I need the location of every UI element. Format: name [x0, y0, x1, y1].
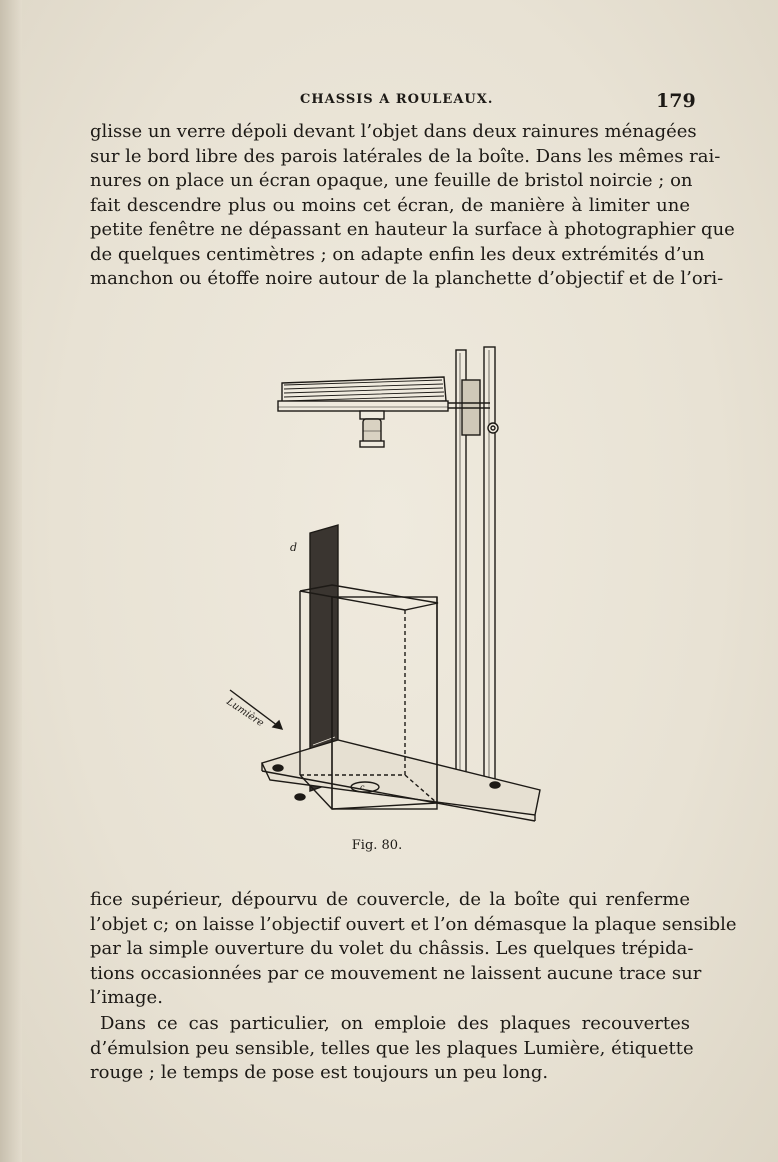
text-line: l’image. — [90, 987, 163, 1008]
page-gutter-shadow — [0, 0, 22, 1162]
figure-label-c: c — [360, 783, 365, 792]
figure-caption: Fig. 80. — [351, 838, 403, 853]
text-line: l’objet c; on laisse l’objectif ouvert et l’on démasque la plaque sensible — [90, 913, 737, 935]
paragraph-top — [90, 120, 735, 292]
page-number: 179 — [656, 90, 696, 112]
text-line: petite fenêtre ne dépassant en hauteur la surface à photographier que — [90, 219, 735, 240]
text-line: d’émulsion peu sensible, telles que les plaques Lumière, étiquette — [90, 1037, 694, 1059]
text-line: fice supérieur, dépourvu de couvercle, de la boîte qui renferme — [90, 889, 690, 910]
figure-label-d: d — [290, 541, 298, 554]
text-line: glisse un verre dépoli devant l’objet dans deux rainures ménagées — [90, 121, 697, 142]
running-title: CHASSIS A ROULEAUX. — [300, 92, 494, 107]
paragraph-final — [90, 1012, 694, 1086]
text-line: rouge ; le temps de pose est toujours un peu long. — [90, 1062, 549, 1083]
text-line: tions occasionnées par ce mouvement ne laissent aucune trace sur — [90, 962, 702, 984]
text-line: de quelques centimètres ; on adapte enfin les deux extrémités d’un — [90, 243, 705, 265]
text-line: par la simple ouverture du volet du châssis. Les quelques trépida- — [90, 938, 694, 959]
text-line: Dans ce cas particulier, on emploie des plaques recouvertes — [100, 1013, 690, 1034]
text-line: fait descendre plus ou moins cet écran, de manière à limiter une — [90, 194, 690, 216]
figure-label-lumiere: Lumière — [224, 696, 266, 730]
text-line: manchon ou étoffe noire autour de la planchette d’objectif et de l’ori- — [90, 268, 724, 289]
text-line: nures on place un écran opaque, une feuille de bristol noircie ; on — [90, 170, 693, 191]
figure-80-illustration — [210, 335, 560, 835]
paragraph-bottom — [90, 888, 737, 1011]
text-line: sur le bord libre des parois latérales de la boîte. Dans les mêmes rai- — [90, 145, 721, 167]
